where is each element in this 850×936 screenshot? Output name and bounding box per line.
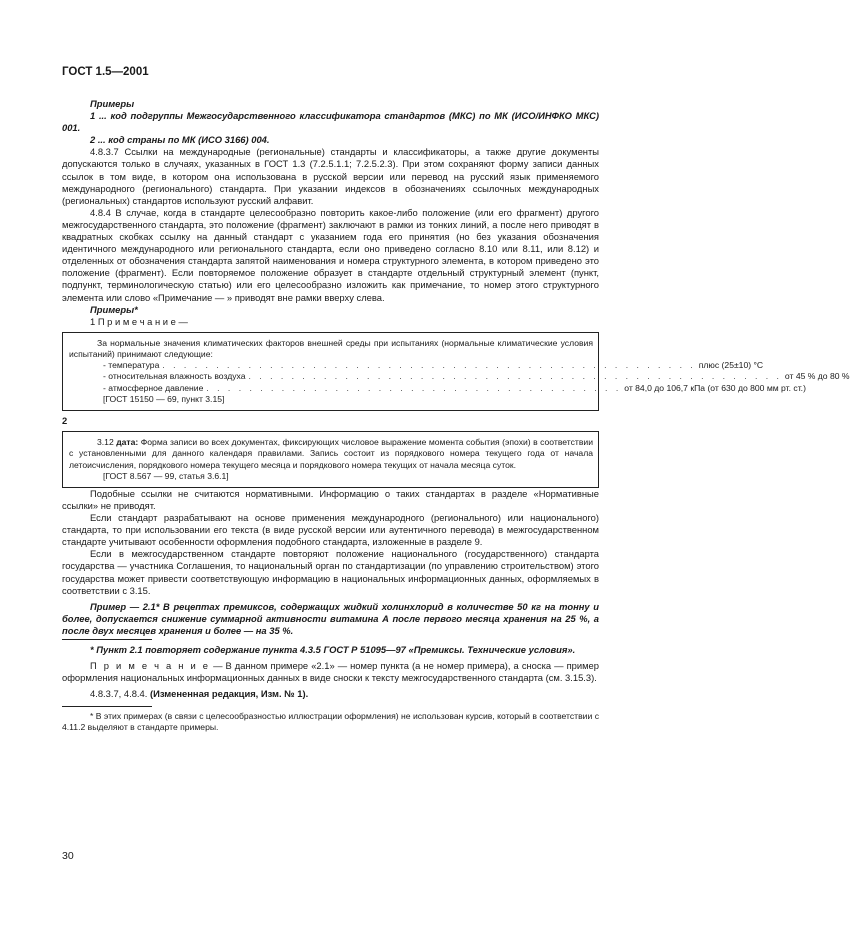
main-text-column bbox=[62, 98, 850, 733]
footnote-rule bbox=[62, 706, 152, 707]
paragraph-references-note: Подобные ссылки не считаются нормативными. Информацию о таких стандартах в разделе «Нормативные ссылки» не приводят. bbox=[62, 487, 599, 511]
box2-reference: [ГОСТ 8.567 — 99, статья 3.6.1] bbox=[103, 470, 229, 481]
row-value: плюс (25±10) °С bbox=[698, 360, 764, 371]
example-1: 1 ... код подгруппы Межгосударственного классификатора стандартов (МКС) по МК (ИСО/ИНФКО МКС) 001. bbox=[62, 110, 599, 134]
page-number: 30 bbox=[62, 850, 74, 862]
dot-leader: . . . . . . . . . . . . . . . . . . . . . . . . . . . . . . . . . . . . . . . . . . . . . . . . . . bbox=[248, 371, 782, 382]
dot-leader: . . . . . . . . . . . . . . . . . . . . . . . . . . . . . . . . . . . . . . . . . . . . . . . . . . bbox=[162, 360, 696, 371]
row-value: от 45 % до 80 % bbox=[784, 371, 850, 382]
term-text: Форма записи во всех документах, фиксирующих числовое выражение момента события (эпохи) в соответствии с установленными для данного календаря правилами. Запись состоит из порядкового номера текущего года от начала летоисчисления, порядкового номера текущего месяца и порядкового номера текущих от начала месяца суток. bbox=[69, 437, 594, 470]
framed-quote-date bbox=[62, 431, 599, 488]
term-number: 3.12 bbox=[97, 437, 114, 448]
examples-star-heading: Примеры* bbox=[90, 303, 138, 315]
page-footnote: * В этих примерах (в связи с целесообразностью иллюстрации оформления) не использован курсив, который в соответствии с 4.11.2 выделяют в стандарте примеры. bbox=[62, 711, 599, 733]
paragraph-national-repeat: Если в межгосударственном стандарте повторяют положение национального (государственного) стандарта государства — участника Соглашения, то национальный орган по стандартизации (по управлению строительством) этого государства может привести соответствующую информацию в национальных информационных данных, оформляемых в соответствии с 3.15. bbox=[62, 548, 599, 596]
inner-footnote-rule bbox=[62, 639, 152, 640]
example-2: 2 ... код страны по МК (ИСО 3166) 004. bbox=[90, 134, 270, 146]
page-header-title: ГОСТ 1.5—2001 bbox=[62, 66, 149, 78]
amendment-prefix: 4.8.3.7, 4.8.4. bbox=[90, 688, 150, 700]
examples-heading: Примеры bbox=[90, 98, 135, 109]
row-label: - относительная влажность воздуха bbox=[103, 371, 246, 382]
example-premix: Пример — 2.1* В рецептах премиксов, содержащих жидкий холинхлорид в количестве 50 кг на тонну и более, допускается снижение суммарной активности витамина А после первого месяца хранения на 25 %, а после двух месяцев хранения и более — на 35 %. bbox=[62, 600, 599, 636]
box1-row bbox=[69, 382, 806, 394]
box2-definition bbox=[69, 437, 593, 471]
framed-quote-climate bbox=[62, 332, 850, 411]
box1-row bbox=[69, 371, 850, 382]
paragraph-international-basis: Если стандарт разрабатывают на основе применения международного (регионального) или национального) стандарта, то при использовании его текста (в виде русской версии или аутентичного перевода) в межгосударственном стандарте учитывают особенности оформления подобного стандарта, изложенные в разделе 9. bbox=[62, 512, 599, 548]
paragraph-4-8-3-7: 4.8.3.7 Ссылки на международные (региональные) стандарты и классификаторы, а также другие документы допускаются только в случаях, указанных в ГОСТ 1.3 (7.2.5.1.1; 7.2.5.2.3). При этом сохраняют форму записи данных ссылок в том виде, в котором она использована в русской версии или перевод на русский язык применяемого международного (регионального) стандарта. При указании индексов в обозначениях ссылочных международных (региональных) стандартов используют русский алфавит. bbox=[62, 146, 599, 206]
example-number-2: 2 bbox=[62, 415, 68, 426]
note-1-label: 1 П р и м е ч а н и е — bbox=[90, 315, 188, 327]
row-value: от 84,0 до 106,7 кПа (от 630 до 800 мм рт. ст.) bbox=[624, 382, 806, 393]
row-label: - температура bbox=[103, 360, 160, 371]
dot-leader: . . . . . . . . . . . . . . . . . . . . . . . . . . . . . . . . . . . . . . . bbox=[206, 382, 622, 393]
box1-reference: [ГОСТ 15150 — 69, пункт 3.15] bbox=[103, 393, 225, 404]
box1-row bbox=[69, 360, 764, 371]
note-2-label: П р и м е ч а н и е bbox=[90, 660, 211, 672]
row-label: - атмосферное давление bbox=[103, 382, 204, 393]
amendment-bold: (Измененная редакция, Изм. № 1). bbox=[149, 688, 309, 700]
paragraph-4-8-4: 4.8.4 В случае, когда в стандарте целесообразно повторить какое-либо положение (или его фрагмент) другого межгосударственного стандарта, это положение (фрагмент) заключают в рамки из тонких линий, а после него приводят в квадратных скобках ссылку на данный стандарт с указанием года его принятия (но без указания обозначения идентичного международного или регионального стандарта, если оно приведено согласно 8.10 или 8.11, или 8.12) и отделенных от обозначения стандарта запятой наименования и номера структурного элемента, в котором приведено это положение (фрагмент). Если повторяемое положение образует в стандарте отдельный структурный элемент (пункт, подпункт, терминологическую статью) или его целесообразно изложить как примечание, то номер этого структурного элемента или слово «Примечание — » приводят вне рамки вверху слева. bbox=[62, 206, 599, 303]
term-word: дата: bbox=[116, 437, 139, 448]
box1-intro: За нормальные значения климатических факторов внешней среды при испытаниях (нормальные климатические условия испытаний) принимают следующие: bbox=[69, 337, 593, 359]
note-2-text: — В данном примере «2.1» — номер пункта (а не номер примера), а сноска — пример оформления национальных информационных данных в виде сноски к тексту межгосударственного стандарта (см. 3.15.3). bbox=[62, 660, 599, 684]
note-2 bbox=[62, 660, 599, 684]
inner-footnote: * Пункт 2.1 повторяет содержание пункта 4.3.5 ГОСТ Р 51095—97 «Премиксы. Технические условия». bbox=[90, 644, 576, 656]
amendment-line bbox=[62, 688, 599, 700]
